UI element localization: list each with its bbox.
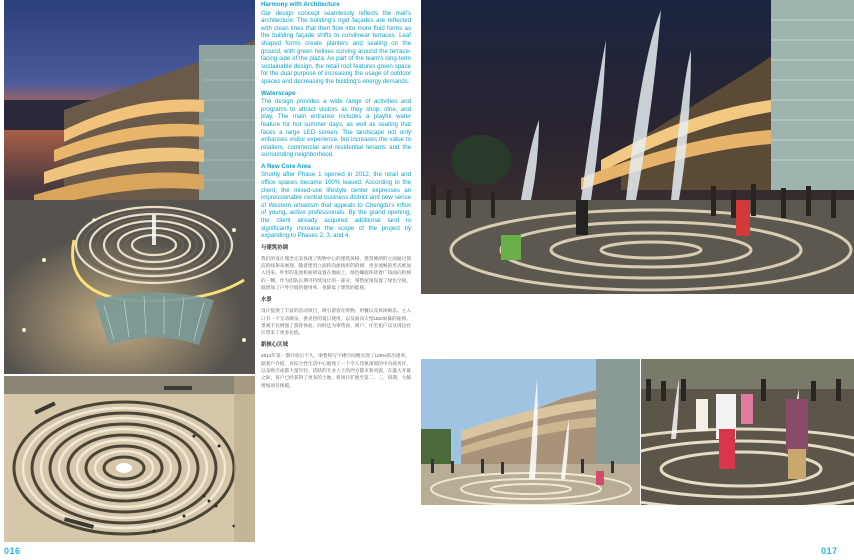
page-number-left: 016 — [4, 546, 21, 556]
children-fountain-photo — [641, 359, 854, 505]
fountain-day-photo — [421, 359, 640, 505]
fountain-aerial-photo — [4, 376, 255, 542]
zh-heading-architecture: 与建筑协调 — [261, 244, 288, 251]
zh-heading-waterscape: 水景 — [261, 297, 272, 304]
section-body-core-area: Shortly after Phase 1 opened in 2012, the retail and office spaces became 100% leased. According to the client, the mixed-use lifestyle center expresses an impressionable central business district and new sense of Western urbanism that appeals to Chengdu's influx of young, active professionals. By the grand opening, the client already acquired additional land to significantly increase the scope of the project by expanding to Phases 2, 3, and 4. — [261, 171, 411, 240]
section-body-waterscape: The design provides a wide range of activities and programs to attract visitors as they shop, dine, and play. The main entrance includes a playful water feature for hot summer days, as well as seating that faces a large LED screen. The landscape not only enhances visitor experience, but increases the value to retailers, commercial and residential tenants and the surrounding neighborhood. — [261, 98, 411, 159]
zh-heading-core-area: 新核心区域 — [261, 342, 288, 349]
zh-body-core-area: 2012年第一期开放后不久，零售和写字楼空间便实现了100%的出租率。据客户介绍，该综合性生活中心展现了一个令人印象深刻的中央商务区，以及吸引成都大量年轻、活跃的专业人士的西方都市新风貌。在盛大开幕之际，客户已经获得了更多的土地，将项目扩展至第二、三、四期，大幅增加项目规模。 — [261, 353, 412, 388]
zh-body-architecture: 我们的设计理念完美体现了购物中心的建筑风格。建筑硬朗的立面通过简洁的线条来展现，随着建筑立面转向流线形的阶梯，更多流畅的形式被加入进来。叶形的花池和座椅设置在地面上，绿色螺旋环绕着广场面向阶梯的一侧。作为团队长期可持续设计的一部分，零售屋顶设置了绿色空间，既增加了户外空间的使用率，也降低了建筑的能耗。 — [261, 255, 412, 290]
section-heading-core-area: A New Core Area — [261, 162, 311, 170]
section-heading-waterscape: Waterscape — [261, 89, 296, 97]
night-plaza-photo — [4, 0, 255, 374]
right-page — [421, 0, 854, 560]
section-body-architecture: Our design concept seamlessly reflects the mall's architecture. The building's rigid façades are reflected with clean lines that then flow into more fluid forms as the building façade shifts to curvilinear terraces. Leaf shaped forms create planters and seating on the ground, with green helixes curving around the terrace-facing side of the plaza. As part of the team's long-term sustainable design, the retail roof features green space for the dual purpose of increasing the usage of outdoor spaces and decreasing the building's energy demands. — [261, 9, 411, 85]
section-heading-architecture: Harmony with Architecture — [261, 1, 340, 8]
fountain-night-photo — [421, 0, 854, 294]
zh-body-waterscape: 设计提供了丰富的活动项目，吸引游客在购物、用餐以及休闲娱乐。主入口有一个互动喷泉，供炎热的夏日使用，以及面向大型LED屏幕的座椅。景观不仅增强了游客体验，同时还为零售商、商户、住宅租户以及周边社区带来了更多价值。 — [261, 308, 412, 336]
left-page — [0, 0, 421, 560]
page-number-right: 017 — [821, 546, 838, 556]
text-column — [261, 1, 411, 395]
